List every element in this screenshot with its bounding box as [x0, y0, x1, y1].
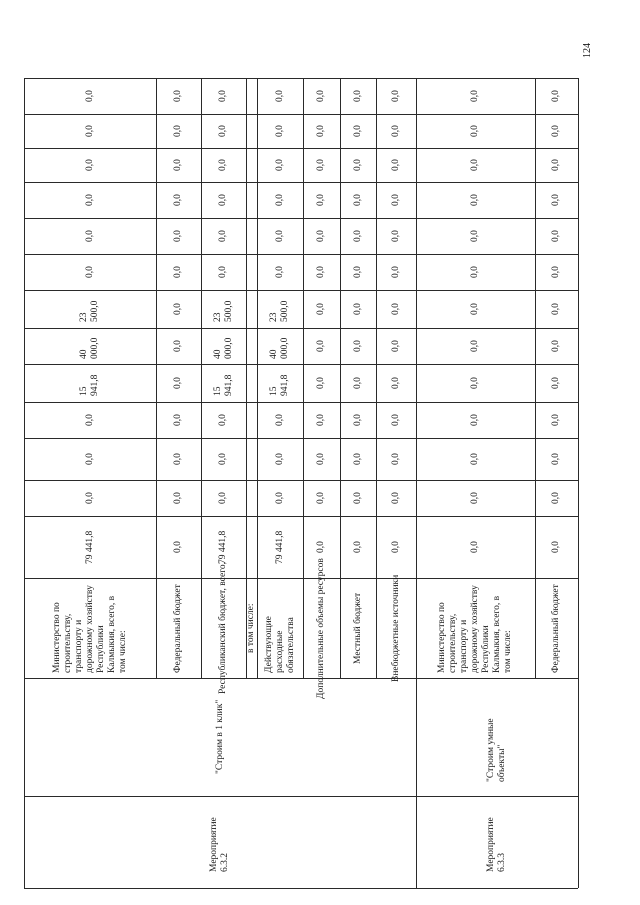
value-cell-r3-4: 0,0 — [218, 414, 228, 426]
value-cell-r3-10: 0,0 — [218, 194, 228, 206]
table-rule — [24, 364, 578, 365]
source-cell-r2: Федеральный бюджет — [173, 583, 183, 673]
value-cell-r8-8: 0,0 — [390, 266, 401, 278]
source-cell-r5: Действующие расходные обязательства — [263, 616, 296, 673]
table-rule — [24, 114, 578, 115]
table-rule — [578, 78, 579, 888]
table-rule — [24, 402, 578, 403]
budget-table — [20, 78, 582, 888]
value-cell-r2-3: 0,0 — [173, 453, 183, 465]
value-cell-r3-8: 0,0 — [218, 266, 228, 278]
event-name-1: "Строим в 1 клик" — [214, 699, 225, 774]
value-cell-r1-6: 40 000,0 — [79, 337, 100, 359]
value-cell-r8-9: 0,0 — [390, 230, 401, 242]
value-cell-r7-8: 0,0 — [352, 266, 363, 278]
value-cell-r7-4: 0,0 — [352, 414, 363, 426]
value-cell-r1-7: 23 500,0 — [79, 300, 100, 322]
value-cell-r1-13: 0,0 — [84, 90, 95, 102]
value-cell-r10-6: 0,0 — [551, 340, 561, 352]
value-cell-r6-10: 0,0 — [316, 194, 326, 206]
table-rule — [24, 290, 578, 291]
table-rule — [24, 516, 578, 517]
value-cell-r3-9: 0,0 — [218, 230, 228, 242]
value-cell-r2-12: 0,0 — [173, 125, 183, 137]
source-cell-r1: Министерство по строительству, транспорту и дорожному хозяйству Республики Калмыкия, всего, в том числе: — [51, 585, 128, 673]
value-cell-r8-7: 0,0 — [390, 303, 401, 315]
value-cell-r2-13: 0,0 — [173, 90, 183, 102]
value-cell-r6-3: 0,0 — [316, 453, 326, 465]
table-rule — [376, 78, 377, 678]
value-cell-r9-4: 0,0 — [470, 414, 480, 426]
source-cell-r8: Внебюджетные источники — [390, 574, 401, 682]
value-cell-r10-5: 0,0 — [551, 377, 561, 389]
value-cell-r10-7: 0,0 — [551, 303, 561, 315]
value-cell-r1-8: 0,0 — [84, 266, 95, 278]
table-rule — [24, 148, 578, 149]
value-cell-r10-2: 0,0 — [551, 492, 561, 504]
value-cell-r7-6: 0,0 — [352, 340, 363, 352]
table-rule — [24, 480, 578, 481]
value-cell-r2-11: 0,0 — [173, 159, 183, 171]
value-cell-r9-12: 0,0 — [470, 125, 480, 137]
value-cell-r9-3: 0,0 — [470, 453, 480, 465]
value-cell-r6-7: 0,0 — [316, 303, 326, 315]
value-cell-r8-3: 0,0 — [390, 453, 401, 465]
value-cell-r3-3: 0,0 — [218, 453, 228, 465]
value-cell-r3-11: 0,0 — [218, 159, 228, 171]
event-label-2: Мероприятие 6.3.3 — [486, 817, 507, 872]
value-cell-r3-12: 0,0 — [218, 125, 228, 137]
value-cell-r6-4: 0,0 — [316, 414, 326, 426]
value-cell-r5-4: 0,0 — [274, 414, 285, 426]
value-cell-r10-1: 0,0 — [551, 541, 561, 553]
value-cell-r6-11: 0,0 — [316, 159, 326, 171]
source-cell-r6: Дополнительные объемы ресурсов — [316, 557, 326, 699]
table-rule — [24, 78, 25, 888]
value-cell-r6-13: 0,0 — [316, 90, 326, 102]
value-cell-r7-10: 0,0 — [352, 194, 363, 206]
value-cell-r5-1: 79 441,8 — [274, 530, 285, 564]
value-cell-r10-8: 0,0 — [551, 266, 561, 278]
table-rule — [257, 78, 258, 678]
table-rule — [535, 78, 536, 678]
table-rule — [24, 796, 578, 797]
value-cell-r9-1: 0,0 — [470, 541, 480, 553]
value-cell-r6-12: 0,0 — [316, 125, 326, 137]
value-cell-r2-5: 0,0 — [173, 377, 183, 389]
table-rule — [24, 218, 578, 219]
value-cell-r7-7: 0,0 — [352, 303, 363, 315]
value-cell-r8-13: 0,0 — [390, 90, 401, 102]
value-cell-r6-9: 0,0 — [316, 230, 326, 242]
value-cell-r8-10: 0,0 — [390, 194, 401, 206]
table-rule — [303, 78, 304, 678]
value-cell-r3-1: 79 441,8 — [218, 530, 228, 564]
value-cell-r5-12: 0,0 — [274, 125, 285, 137]
value-cell-r7-2: 0,0 — [352, 492, 363, 504]
value-cell-r1-1: 79 441,8 — [84, 530, 95, 564]
value-cell-r5-3: 0,0 — [274, 453, 285, 465]
value-cell-r1-3: 0,0 — [84, 453, 95, 465]
value-cell-r6-5: 0,0 — [316, 377, 326, 389]
value-cell-r3-13: 0,0 — [218, 90, 228, 102]
value-cell-r7-12: 0,0 — [352, 125, 363, 137]
value-cell-r10-12: 0,0 — [551, 125, 561, 137]
value-cell-r9-11: 0,0 — [470, 159, 480, 171]
value-cell-r9-8: 0,0 — [470, 266, 480, 278]
value-cell-r1-12: 0,0 — [84, 125, 95, 137]
value-cell-r2-7: 0,0 — [173, 303, 183, 315]
value-cell-r7-5: 0,0 — [352, 377, 363, 389]
value-cell-r1-5: 15 941,8 — [79, 374, 100, 396]
table-rule — [24, 678, 578, 679]
table-rule — [156, 78, 157, 678]
value-cell-r2-1: 0,0 — [173, 541, 183, 553]
table-rule — [24, 78, 578, 79]
value-cell-r5-11: 0,0 — [274, 159, 285, 171]
value-cell-r1-11: 0,0 — [84, 159, 95, 171]
value-cell-r2-10: 0,0 — [173, 194, 183, 206]
value-cell-r9-9: 0,0 — [470, 230, 480, 242]
table-rule — [24, 182, 578, 183]
value-cell-r1-9: 0,0 — [84, 230, 95, 242]
table-rule — [416, 78, 417, 888]
value-cell-r8-6: 0,0 — [390, 340, 401, 352]
value-cell-r8-2: 0,0 — [390, 492, 401, 504]
value-cell-r1-2: 0,0 — [84, 492, 95, 504]
value-cell-r6-6: 0,0 — [316, 340, 326, 352]
event-name-2: "Строим умные объекты" — [486, 718, 507, 782]
value-cell-r7-9: 0,0 — [352, 230, 363, 242]
value-cell-r2-9: 0,0 — [173, 230, 183, 242]
table-rule — [24, 578, 578, 579]
value-cell-r8-11: 0,0 — [390, 159, 401, 171]
value-cell-r2-6: 0,0 — [173, 340, 183, 352]
source-cell-r10: Федеральный бюджет — [551, 583, 561, 673]
table-rule — [24, 438, 578, 439]
value-cell-r2-4: 0,0 — [173, 414, 183, 426]
value-cell-r7-13: 0,0 — [352, 90, 363, 102]
value-cell-r3-6: 40 000,0 — [212, 337, 234, 359]
value-cell-r3-2: 0,0 — [218, 492, 228, 504]
table-rule — [24, 328, 578, 329]
value-cell-r5-6: 40 000,0 — [269, 337, 290, 359]
value-cell-r9-7: 0,0 — [470, 303, 480, 315]
event-label-1: Мероприятие 6.3.2 — [209, 817, 230, 872]
value-cell-r9-13: 0,0 — [470, 90, 480, 102]
value-cell-r9-2: 0,0 — [470, 492, 480, 504]
value-cell-r7-1: 0,0 — [352, 541, 363, 553]
value-cell-r7-3: 0,0 — [352, 453, 363, 465]
value-cell-r5-13: 0,0 — [274, 90, 285, 102]
page-number: 124 — [582, 43, 593, 58]
value-cell-r9-10: 0,0 — [470, 194, 480, 206]
table-rule — [201, 78, 202, 678]
value-cell-r8-4: 0,0 — [390, 414, 401, 426]
value-cell-r5-8: 0,0 — [274, 266, 285, 278]
value-cell-r1-4: 0,0 — [84, 414, 95, 426]
table-rule — [340, 78, 341, 678]
value-cell-r10-9: 0,0 — [551, 230, 561, 242]
source-cell-r4: в том числе: — [246, 603, 256, 653]
value-cell-r1-10: 0,0 — [84, 194, 95, 206]
value-cell-r9-6: 0,0 — [470, 340, 480, 352]
value-cell-r5-7: 23 500,0 — [269, 300, 290, 322]
value-cell-r10-3: 0,0 — [551, 453, 561, 465]
value-cell-r8-1: 0,0 — [390, 541, 401, 553]
value-cell-r7-11: 0,0 — [352, 159, 363, 171]
source-cell-r9: Министерство по строительству, транспорту и дорожному хозяйству Республики Калмыкия, всего, в том числе: — [437, 585, 513, 673]
table-rule — [246, 78, 247, 678]
value-cell-r5-5: 15 941,8 — [269, 374, 290, 396]
source-cell-r7: Местный бюджет — [352, 592, 363, 664]
value-cell-r9-5: 0,0 — [470, 377, 480, 389]
value-cell-r2-8: 0,0 — [173, 266, 183, 278]
value-cell-r2-2: 0,0 — [173, 492, 183, 504]
table-rule — [24, 888, 578, 889]
value-cell-r6-8: 0,0 — [316, 266, 326, 278]
value-cell-r5-10: 0,0 — [274, 194, 285, 206]
value-cell-r3-5: 15 941,8 — [212, 374, 234, 396]
value-cell-r6-2: 0,0 — [316, 492, 326, 504]
value-cell-r5-2: 0,0 — [274, 492, 285, 504]
value-cell-r5-9: 0,0 — [274, 230, 285, 242]
value-cell-r10-10: 0,0 — [551, 194, 561, 206]
value-cell-r10-4: 0,0 — [551, 414, 561, 426]
value-cell-r10-13: 0,0 — [551, 90, 561, 102]
value-cell-r6-1: 0,0 — [316, 541, 326, 553]
value-cell-r3-7: 23 500,0 — [212, 300, 234, 322]
source-cell-r3: Республиканский бюджет, всего, — [218, 562, 228, 694]
table-rule — [24, 254, 578, 255]
value-cell-r8-12: 0,0 — [390, 125, 401, 137]
value-cell-r10-11: 0,0 — [551, 159, 561, 171]
value-cell-r8-5: 0,0 — [390, 377, 401, 389]
